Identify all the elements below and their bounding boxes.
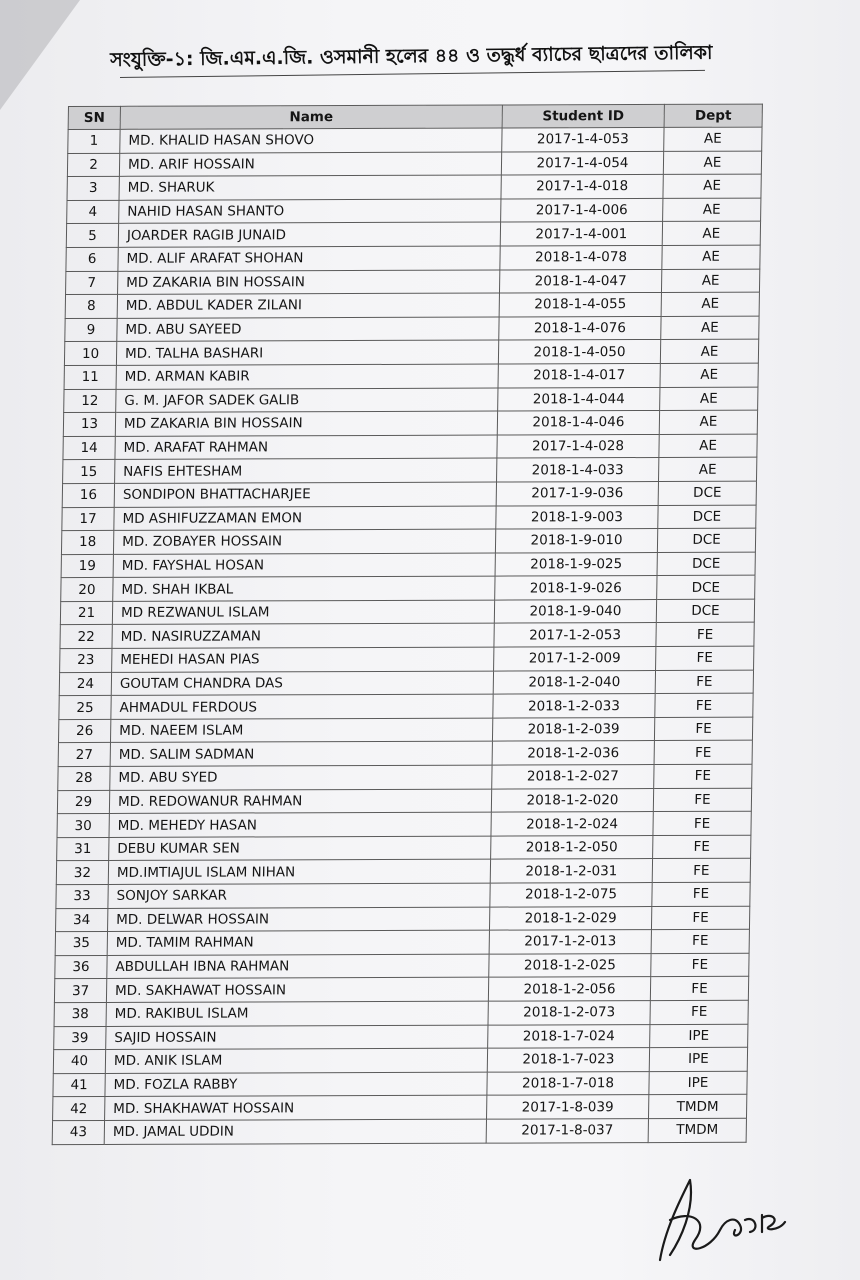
row-name: MD ZAKARIA BIN HOSSAIN — [115, 411, 497, 436]
row-student-id: 2018-1-9-025 — [495, 552, 657, 576]
row-sn: 37 — [54, 979, 106, 1003]
table-row — [57, 788, 751, 814]
table-row — [65, 316, 759, 342]
row-student-id: 2018-1-2-039 — [492, 717, 654, 741]
table-row — [66, 245, 760, 271]
row-name: MD. ARIF HOSSAIN — [119, 152, 501, 177]
row-dept: AE — [661, 316, 759, 340]
row-student-id: 2017-1-4-018 — [501, 175, 663, 199]
row-student-id: 2018-1-4-055 — [499, 293, 661, 317]
student-list-table — [52, 104, 763, 1145]
table-row — [64, 387, 758, 413]
row-name: MD. MEHEDY HASAN — [109, 812, 491, 837]
row-name: MD. REDOWANUR RAHMAN — [109, 789, 491, 814]
row-sn: 30 — [57, 814, 109, 838]
row-name: MD. ARMAN KABIR — [116, 364, 498, 389]
row-sn: 1 — [68, 129, 120, 153]
row-sn: 19 — [61, 554, 113, 578]
row-dept: FE — [650, 977, 748, 1001]
row-student-id: 2018-1-2-031 — [490, 859, 652, 883]
row-name: MD.IMTIAJUL ISLAM NIHAN — [108, 860, 490, 885]
row-dept: AE — [658, 457, 756, 481]
row-dept: DCE — [657, 552, 755, 576]
row-dept: DCE — [656, 599, 754, 623]
row-name: MD. ABU SAYEED — [117, 317, 499, 342]
row-name: SAJID HOSSAIN — [106, 1025, 488, 1050]
row-name: MD. SHARUK — [119, 175, 501, 200]
table-row — [55, 953, 749, 979]
row-name: MD. NASIRUZZAMAN — [112, 624, 494, 649]
row-name: MD. ARAFAT RAHMAN — [115, 435, 497, 460]
row-sn: 38 — [54, 1002, 106, 1026]
row-dept: FE — [654, 741, 752, 765]
row-dept: IPE — [649, 1047, 747, 1071]
row-dept: AE — [661, 269, 759, 293]
table-row — [59, 670, 753, 696]
row-dept: AE — [663, 198, 761, 222]
table-row — [63, 434, 757, 460]
row-student-id: 2018-1-2-040 — [493, 670, 655, 694]
row-sn: 41 — [53, 1073, 105, 1097]
row-sn: 14 — [63, 436, 115, 460]
row-sn: 28 — [58, 766, 110, 790]
row-sn: 43 — [52, 1120, 104, 1144]
row-student-id: 2018-1-7-024 — [488, 1024, 650, 1048]
row-student-id: 2017-1-8-039 — [487, 1095, 649, 1119]
row-name: G. M. JAFOR SADEK GALIB — [116, 388, 498, 413]
row-sn: 22 — [60, 625, 112, 649]
row-student-id: 2018-1-7-018 — [487, 1071, 649, 1095]
row-dept: FE — [656, 623, 754, 647]
table-row — [54, 977, 748, 1003]
row-sn: 12 — [64, 389, 116, 413]
table-row — [68, 127, 762, 153]
table-row — [58, 741, 752, 767]
row-sn: 2 — [67, 153, 119, 177]
row-student-id: 2018-1-4-033 — [497, 458, 659, 482]
row-sn: 23 — [60, 648, 112, 672]
row-name: AHMADUL FERDOUS — [111, 694, 493, 719]
row-student-id: 2018-1-2-020 — [491, 788, 653, 812]
table-row — [60, 646, 754, 672]
row-sn: 36 — [55, 955, 107, 979]
row-dept: FE — [655, 693, 753, 717]
row-dept: IPE — [650, 1024, 748, 1048]
row-dept: FE — [651, 929, 749, 953]
table-row — [54, 1024, 748, 1050]
row-student-id: 2018-1-4-050 — [498, 340, 660, 364]
row-sn: 25 — [59, 696, 111, 720]
row-dept: FE — [654, 717, 752, 741]
row-name: MD. SALIM SADMAN — [110, 742, 492, 767]
table-row — [61, 552, 755, 578]
row-name: MD. TAMIM RAHMAN — [107, 930, 489, 955]
row-student-id: 2018-1-4-046 — [497, 411, 659, 435]
row-dept: TMDM — [648, 1118, 746, 1142]
row-dept: TMDM — [648, 1095, 746, 1119]
row-student-id: 2017-1-2-053 — [494, 623, 656, 647]
row-name: ABDULLAH IBNA RAHMAN — [107, 954, 489, 979]
row-sn: 17 — [62, 507, 114, 531]
row-name: MD ASHIFUZZAMAN EMON — [114, 506, 496, 531]
row-name: MD. ABU SYED — [110, 765, 492, 790]
row-sn: 8 — [65, 295, 117, 319]
row-dept: AE — [664, 127, 762, 151]
row-sn: 27 — [58, 743, 110, 767]
row-student-id: 2018-1-2-025 — [489, 953, 651, 977]
row-student-id: 2017-1-4-053 — [502, 127, 664, 151]
row-student-id: 2018-1-4-047 — [499, 269, 661, 293]
table-header-row — [68, 104, 762, 129]
row-sn: 33 — [56, 884, 108, 908]
row-sn: 24 — [59, 672, 111, 696]
row-dept: AE — [662, 245, 760, 269]
row-student-id: 2017-1-8-037 — [486, 1119, 648, 1143]
row-name: MD. DELWAR HOSSAIN — [108, 907, 490, 932]
row-name: MD. NAEEM ISLAM — [110, 718, 492, 743]
table-row — [62, 505, 756, 531]
row-student-id: 2018-1-9-010 — [495, 529, 657, 553]
row-dept: FE — [653, 788, 751, 812]
row-name: MD. FOZLA RABBY — [105, 1072, 487, 1097]
row-sn: 21 — [60, 601, 112, 625]
row-name: MD. SHAH IKBAL — [113, 576, 495, 601]
table-row — [66, 221, 760, 247]
row-dept: AE — [662, 221, 760, 245]
row-name: MEHEDI HASAN PIAS — [112, 647, 494, 672]
row-dept: FE — [652, 859, 750, 883]
header-student-id: Student ID — [502, 104, 664, 128]
row-sn: 13 — [63, 412, 115, 436]
table-row — [61, 528, 755, 554]
row-dept: FE — [653, 811, 751, 835]
table-row — [65, 292, 759, 318]
row-student-id: 2018-1-2-027 — [492, 765, 654, 789]
row-dept: IPE — [649, 1071, 747, 1095]
row-student-id: 2018-1-9-026 — [495, 576, 657, 600]
row-name: NAHID HASAN SHANTO — [119, 199, 501, 224]
row-dept: AE — [660, 339, 758, 363]
row-sn: 6 — [66, 247, 118, 271]
row-name: GOUTAM CHANDRA DAS — [111, 671, 493, 696]
row-sn: 40 — [53, 1050, 105, 1074]
row-student-id: 2017-1-9-036 — [496, 481, 658, 505]
table-row — [57, 835, 751, 861]
row-sn: 4 — [67, 200, 119, 224]
row-name: MD ZAKARIA BIN HOSSAIN — [118, 270, 500, 295]
row-student-id: 2018-1-9-003 — [496, 505, 658, 529]
row-student-id: 2018-1-9-040 — [494, 599, 656, 623]
row-name: JOARDER RAGIB JUNAID — [118, 222, 500, 247]
header-sn: SN — [68, 106, 120, 129]
student-list-table-wrapper — [52, 104, 762, 1145]
row-student-id: 2017-1-4-006 — [501, 198, 663, 222]
row-dept: FE — [653, 835, 751, 859]
row-dept: AE — [663, 174, 761, 198]
row-student-id: 2018-1-2-029 — [489, 906, 651, 930]
page-corner-shadow — [0, 0, 80, 110]
row-dept: AE — [663, 151, 761, 175]
row-dept: AE — [661, 292, 759, 316]
table-row — [67, 151, 761, 177]
row-dept: AE — [660, 363, 758, 387]
document-title: সংযুক্তি-১: জি.এম.এ.জি. ওসমানী হলের ৪৪ ও তদ্ধুর্ধ ব্যাচের ছাত্রদের তালিকা — [110, 41, 713, 71]
row-name: MD. SHAKHAWAT HOSSAIN — [105, 1096, 487, 1121]
row-student-id: 2018-1-4-044 — [498, 387, 660, 411]
row-sn: 20 — [61, 578, 113, 602]
table-row — [61, 575, 755, 601]
table-row — [63, 410, 757, 436]
row-dept: FE — [655, 670, 753, 694]
row-sn: 3 — [67, 177, 119, 201]
row-dept: DCE — [657, 575, 755, 599]
row-dept: DCE — [658, 481, 756, 505]
row-student-id: 2018-1-4-076 — [499, 316, 661, 340]
table-row — [53, 1095, 747, 1121]
row-name: MD. TALHA BASHARI — [116, 340, 498, 365]
row-dept: FE — [650, 1000, 748, 1024]
table-row — [60, 623, 754, 649]
row-sn: 15 — [63, 460, 115, 484]
table-row — [60, 599, 754, 625]
row-student-id: 2017-1-4-054 — [501, 151, 663, 175]
row-student-id: 2017-1-2-013 — [489, 930, 651, 954]
row-student-id: 2018-1-2-075 — [490, 883, 652, 907]
row-name: SONJOY SARKAR — [108, 883, 490, 908]
table-row — [67, 174, 761, 200]
row-name: MD. ALIF ARAFAT SHOHAN — [118, 246, 500, 271]
table-row — [53, 1071, 747, 1097]
row-student-id: 2018-1-2-033 — [493, 694, 655, 718]
row-dept: FE — [651, 953, 749, 977]
row-student-id: 2017-1-4-028 — [497, 434, 659, 458]
row-sn: 31 — [57, 837, 109, 861]
row-dept: AE — [659, 410, 757, 434]
row-name: MD. KHALID HASAN SHOVO — [120, 128, 502, 153]
row-name: MD. ANIK ISLAM — [105, 1048, 487, 1073]
row-dept: AE — [660, 387, 758, 411]
row-student-id: 2017-1-4-001 — [500, 222, 662, 246]
table-body — [52, 127, 762, 1144]
table-row — [56, 906, 750, 932]
row-name: MD. SAKHAWAT HOSSAIN — [106, 978, 488, 1003]
table-row — [55, 929, 749, 955]
table-row — [58, 764, 752, 790]
row-sn: 26 — [58, 719, 110, 743]
row-dept: FE — [651, 906, 749, 930]
row-sn: 11 — [64, 365, 116, 389]
row-name: NAFIS EHTESHAM — [115, 458, 497, 483]
row-sn: 29 — [57, 790, 109, 814]
row-name: SONDIPON BHATTACHARJEE — [114, 482, 496, 507]
row-sn: 5 — [66, 224, 118, 248]
row-student-id: 2018-1-2-056 — [488, 977, 650, 1001]
table-row — [59, 693, 753, 719]
row-dept: DCE — [657, 528, 755, 552]
table-row — [52, 1118, 746, 1144]
row-dept: AE — [659, 434, 757, 458]
row-sn: 7 — [66, 271, 118, 295]
row-student-id: 2018-1-2-073 — [488, 1001, 650, 1025]
signature-mark — [650, 1160, 800, 1270]
row-sn: 34 — [56, 908, 108, 932]
row-dept: FE — [656, 646, 754, 670]
row-sn: 10 — [64, 342, 116, 366]
row-name: MD. ABDUL KADER ZILANI — [117, 293, 499, 318]
row-student-id: 2018-1-4-017 — [498, 363, 660, 387]
row-sn: 35 — [55, 932, 107, 956]
row-student-id: 2018-1-7-023 — [487, 1048, 649, 1072]
row-name: MD REZWANUL ISLAM — [112, 600, 494, 625]
table-row — [56, 882, 750, 908]
row-student-id: 2018-1-2-024 — [491, 812, 653, 836]
row-name: DEBU KUMAR SEN — [109, 836, 491, 861]
row-sn: 18 — [61, 530, 113, 554]
row-name: MD. ZOBAYER HOSSAIN — [113, 529, 495, 554]
table-row — [63, 457, 757, 483]
table-row — [64, 339, 758, 365]
header-name: Name — [120, 105, 502, 129]
table-row — [54, 1000, 748, 1026]
row-dept: FE — [654, 764, 752, 788]
row-dept: FE — [652, 882, 750, 906]
row-student-id: 2018-1-2-036 — [492, 741, 654, 765]
table-row — [64, 363, 758, 389]
row-student-id: 2018-1-4-078 — [500, 245, 662, 269]
row-sn: 42 — [53, 1097, 105, 1121]
row-student-id: 2018-1-2-050 — [491, 835, 653, 859]
table-row — [67, 198, 761, 224]
table-row — [66, 269, 760, 295]
row-student-id: 2017-1-2-009 — [494, 647, 656, 671]
row-sn: 9 — [65, 318, 117, 342]
table-row — [53, 1047, 747, 1073]
table-row — [62, 481, 756, 507]
row-sn: 32 — [56, 861, 108, 885]
table-row — [57, 811, 751, 837]
row-dept: DCE — [658, 505, 756, 529]
row-name: MD. FAYSHAL HOSAN — [113, 553, 495, 578]
row-name: MD. RAKIBUL ISLAM — [106, 1001, 488, 1026]
row-sn: 39 — [54, 1026, 106, 1050]
table-row — [56, 859, 750, 885]
header-dept: Dept — [664, 104, 762, 127]
row-name: MD. JAMAL UDDIN — [104, 1119, 486, 1144]
table-row — [58, 717, 752, 743]
row-sn: 16 — [62, 483, 114, 507]
